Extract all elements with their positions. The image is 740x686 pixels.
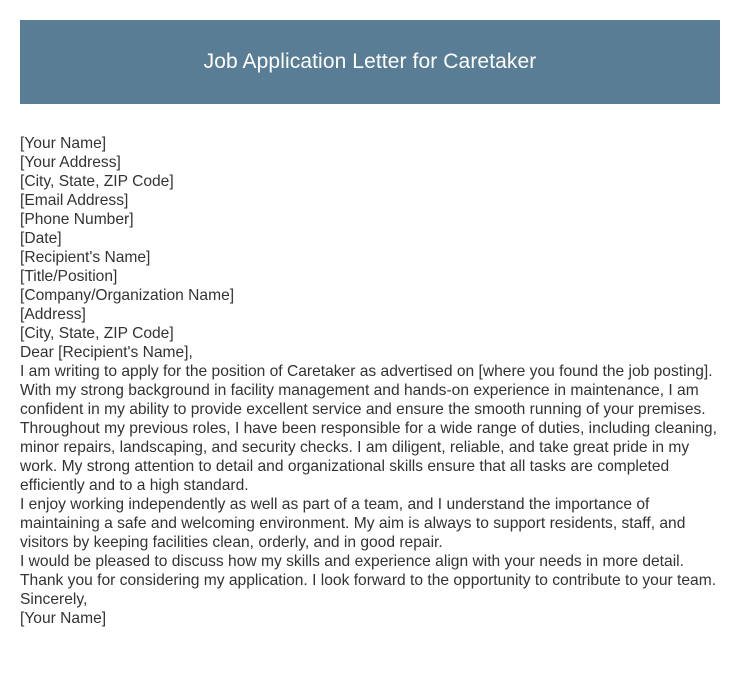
recipient-city-state-zip: [City, State, ZIP Code] bbox=[20, 325, 174, 342]
sender-city-state-zip: [City, State, ZIP Code] bbox=[20, 173, 174, 190]
signature: [Your Name] bbox=[20, 610, 107, 627]
recipient-name: [Recipient's Name] bbox=[20, 249, 151, 266]
sender-phone: [Phone Number] bbox=[20, 211, 134, 228]
body-paragraph-experience: Throughout my previous roles, I have been responsible for a wide range of duties, including cleaning, minor repairs, landscaping, and security checks. I am diligent, reliable, and take great pride in my work. My strong attention to detail and organizational skills ensure that all tasks are completed efficiently and to a high standard. bbox=[20, 420, 717, 494]
body-paragraph-closing: I would be pleased to discuss how my skills and experience align with your needs in more detail. Thank you for considering my application. I look forward to the opportunity to contribute to your team. bbox=[20, 553, 717, 589]
letter-date: [Date] bbox=[20, 230, 62, 247]
closing: Sincerely, bbox=[20, 591, 88, 608]
recipient-organization: [Company/Organization Name] bbox=[20, 287, 235, 304]
sender-address: [Your Address] bbox=[20, 154, 121, 171]
body-paragraph-intro: I am writing to apply for the position of Caretaker as advertised on [where you found the job posting]. With my strong background in facility management and hands-on experience in maintenance, I am confident in my ability to provide excellent service and ensure the smooth running of your premises. bbox=[20, 363, 713, 418]
sender-email: [Email Address] bbox=[20, 192, 129, 209]
page-title: Job Application Letter for Caretaker bbox=[203, 50, 537, 73]
title-banner bbox=[20, 20, 720, 104]
recipient-address: [Address] bbox=[20, 306, 86, 323]
salutation: Dear [Recipient's Name], bbox=[20, 344, 193, 361]
recipient-title: [Title/Position] bbox=[20, 268, 118, 285]
letter-body bbox=[20, 134, 722, 628]
body-paragraph-teamwork: I enjoy working independently as well as part of a team, and I understand the importance of maintaining a safe and welcoming environment. My aim is always to support residents, staff, and visitors by keeping facilities clean, orderly, and in good repair. bbox=[20, 496, 686, 551]
sender-name: [Your Name] bbox=[20, 135, 107, 152]
